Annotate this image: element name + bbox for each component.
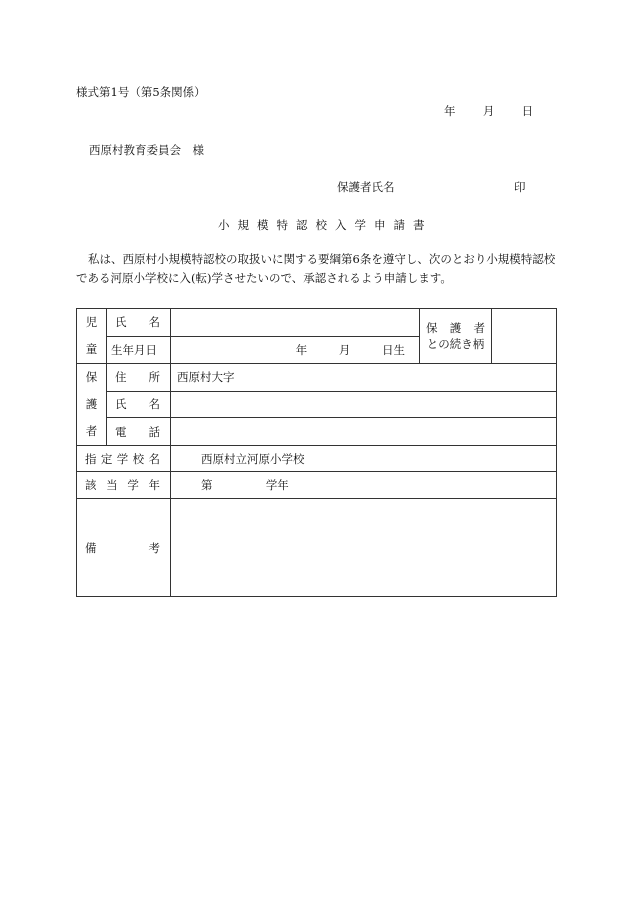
- designated-school-label: 指 定 学 校 名: [77, 446, 171, 472]
- birth-year: 年: [295, 342, 308, 357]
- phone-field[interactable]: [171, 418, 557, 446]
- application-statement: 私は、西原村小規模特認校の取扱いに関する要綱第6条を遵守し、次のとおり小規模特認校である河原小学校に入(転)学させたいので、承認されるよう申請します。: [76, 252, 556, 285]
- address-label: 住 所: [107, 364, 171, 392]
- form-number: 様式第1号（第5条関係）: [76, 85, 206, 99]
- date-line: [444, 103, 533, 119]
- relationship-field[interactable]: [492, 309, 557, 364]
- birth-month: 月: [338, 342, 351, 357]
- guardian-name-label: 保護者氏名: [337, 180, 395, 194]
- grade-field[interactable]: [171, 472, 557, 499]
- address-field[interactable]: 西原村大字: [171, 364, 557, 392]
- grade-label: 該 当 学 年: [77, 472, 171, 499]
- designated-school-field[interactable]: 西原村立河原小学校: [171, 446, 557, 472]
- guardian-section-label: 保 護 者: [77, 364, 107, 446]
- relationship-label: 保 護 者 との続き柄: [420, 309, 492, 364]
- child-section-label: 児 童: [77, 309, 107, 364]
- guardian-name-label-cell: 氏 名: [107, 391, 171, 418]
- birthdate-field[interactable]: [171, 336, 420, 364]
- remarks-label: 備 考: [77, 499, 171, 597]
- grade-suffix: 学年: [265, 478, 289, 492]
- grade-prefix: 第: [201, 478, 213, 492]
- phone-label: 電 話: [107, 418, 171, 446]
- seal-mark: 印: [514, 180, 526, 194]
- remarks-field[interactable]: [171, 499, 557, 597]
- document-title: 小規模特認校入学申請書: [218, 218, 433, 232]
- addressee: 西原村教育委員会 様: [89, 143, 204, 157]
- child-name-label: 氏 名: [107, 309, 171, 337]
- date-day: 日: [521, 104, 534, 118]
- child-name-field[interactable]: [171, 309, 420, 337]
- date-month: 月: [482, 104, 495, 118]
- application-form-table: [76, 308, 557, 597]
- birth-day: 日生: [382, 342, 405, 357]
- birthdate-label: 生年月日: [107, 336, 171, 364]
- date-year: 年: [444, 104, 456, 118]
- guardian-name-field[interactable]: [171, 391, 557, 418]
